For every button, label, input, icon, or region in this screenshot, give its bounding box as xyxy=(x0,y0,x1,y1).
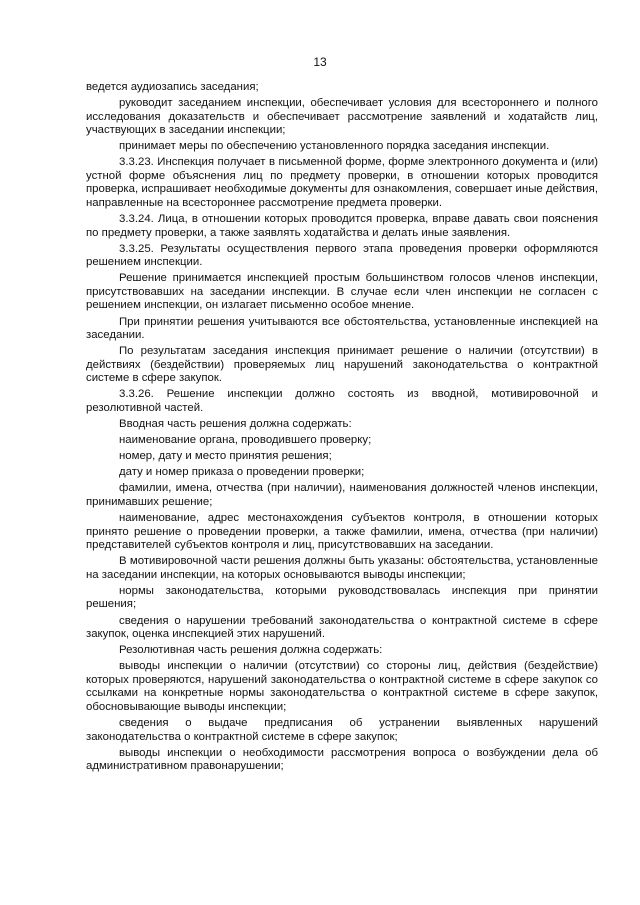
page-number: 13 xyxy=(313,55,327,69)
paragraph-3-3-25: 3.3.25. Результаты осуществления первого этапа проведения проверки оформляются решением инспекции. xyxy=(86,242,598,269)
list-item-order-date-number: дату и номер приказа о проведении проверки; xyxy=(119,466,365,479)
list-item-administrative-case: выводы инспекции о необходимости рассмотрения вопроса о возбуждении дела об административном правонарушении; xyxy=(86,746,598,773)
paragraph-circumstances: При принятии решения учитываются все обстоятельства, установленные инспекцией на заседании. xyxy=(86,315,598,342)
document-body xyxy=(86,81,598,776)
list-item-decision-number-date: номер, дату и место принятия решения; xyxy=(119,450,332,463)
paragraph-3-3-26: 3.3.26. Решение инспекции должно состоять из вводной, мотивировочной и резолютивной частей. xyxy=(86,388,598,414)
paragraph-decision-majority: Решение принимается инспекцией простым большинством голосов членов инспекции, присутствовавших на заседании инспекции. В случае если член инспекции не согласен с решением инспекции, он излагает письменно особое мнение. xyxy=(86,272,598,312)
list-item-prescription-info: сведения о выдаче предписания об устранении выявленных нарушений законодательства о контрактной системе в сфере закупок; xyxy=(86,717,598,743)
paragraph-3-3-24: 3.3.24. Лица, в отношении которых проводится проверка, вправе давать свои пояснения по предмету проверки, а также заявлять ходатайства и делать иные заявления. xyxy=(86,213,598,239)
paragraph-intro-part: Вводная часть решения должна содержать: xyxy=(119,418,352,431)
paragraph-maintains-order: принимает меры по обеспечению установленного порядка заседания инспекции. xyxy=(119,140,550,153)
list-item-inspection-conclusions: выводы инспекции о наличии (отсутствии) со стороны лиц, действия (бездействие) которых проверяются, нарушений законодательства о контрактной системе в сфере закупок со ссылками на конкретные нормы законодательства о контрактной системе в сфере закупок, обосновывающие выводы инспекции; xyxy=(86,660,598,713)
list-item-violations-info: сведения о нарушении требований законодательства о контрактной системе в сфере закупок, оценка инспекцией этих нарушений. xyxy=(86,614,598,641)
paragraph-operative-part: Резолютивная часть решения должна содержать: xyxy=(119,644,383,657)
list-item-legal-norms: нормы законодательства, которыми руководствовалась инспекция при принятии решения; xyxy=(86,584,598,611)
paragraph-session-results: По результатам заседания инспекция принимает решение о наличии (отсутствии) в действиях (бездействии) проверяемых лиц нарушений законодательства о контрактной системе в сфере закупок. xyxy=(86,345,598,385)
paragraph-recording: ведется аудиозапись заседания; xyxy=(86,81,259,93)
list-item-authority-name: наименование органа, проводившего проверку; xyxy=(119,434,372,447)
list-item-members-names: фамилии, имена, отчества (при наличии), наименования должностей членов инспекции, принимавших решение; xyxy=(86,482,598,508)
paragraph-reasoning-part: В мотивировочной части решения должны быть указаны: обстоятельства, установленные на заседании инспекции, на которых основываются выводы инспекции; xyxy=(86,555,598,581)
paragraph-3-3-23: 3.3.23. Инспекция получает в письменной форме, форме электронного документа и (или) устной форме объяснения лиц по предмету проверки, в отношении которых проводится проверка, испрашивает необходимые документы для ознакомления, совершает иные действия, направленные на всестороннее рассмотрение предмета проверки. xyxy=(86,156,598,210)
paragraph-chairs-session: руководит заседанием инспекции, обеспечивает условия для всестороннего и полного исследования доказательств и обеспечивает рассмотрение заявлений и ходатайств лиц, участвующих в заседании инспекции; xyxy=(86,97,598,137)
list-item-subjects-address: наименование, адрес местонахождения субъектов контроля, в отношении которых принято решение о проведении проверки, а также фамилии, имена, отчества (при наличии) представителей субъектов контроля и лиц, присутствовавших на заседании. xyxy=(86,512,598,552)
